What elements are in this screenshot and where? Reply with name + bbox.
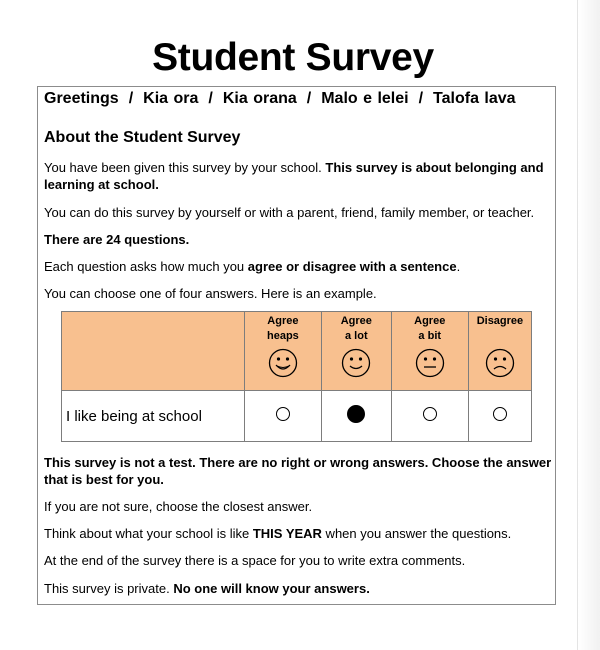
example-statement: I like being at school [62, 391, 245, 442]
radio-agree-a-bit [423, 407, 437, 421]
example-answer-row [62, 391, 532, 442]
answer-cell-agree-heaps [244, 391, 321, 442]
helpers-paragraph: You can do this survey by yourself or with a parent, friend, family member, or teacher. [44, 205, 535, 220]
neutral-face-icon [415, 348, 445, 378]
frown-face-icon [485, 348, 515, 378]
this-year-text-a: Think about what your school is like [44, 526, 253, 541]
intro-text: You have been given this survey by your school. [44, 160, 326, 175]
explainer-text-a: Each question asks how much you [44, 259, 248, 274]
smile-face-icon [341, 348, 371, 378]
greeting-tongan: Malo e lelei [321, 90, 409, 107]
big-smile-face-icon [268, 348, 298, 378]
comments-note: At the end of the survey there is a space for you to write extra comments. [44, 553, 466, 568]
radio-disagree [493, 407, 507, 421]
example-header-row [62, 312, 532, 391]
col-label-line2: a lot [345, 330, 368, 342]
col-agree-heaps [244, 312, 321, 391]
col-label-line2: a bit [418, 330, 442, 342]
greeting-maori: Kia ora [143, 90, 199, 107]
explainer-text-b: . [456, 259, 461, 274]
col-disagree [468, 312, 531, 391]
example-table [61, 311, 532, 442]
answer-cell-agree-a-lot [322, 391, 392, 442]
radio-agree-a-lot-selected [347, 405, 365, 423]
answer-cell-disagree [468, 391, 531, 442]
intro-paragraph [44, 159, 554, 193]
this-year-tip [44, 525, 554, 542]
radio-agree-heaps [276, 407, 290, 421]
example-intro: You can choose one of four answers. Here is an example. [44, 286, 377, 301]
greeting-english: Greetings [44, 90, 119, 107]
col-label-line2: heaps [266, 330, 299, 342]
col-agree-a-bit [391, 312, 468, 391]
privacy-bold: No one will know your answers. [173, 581, 370, 596]
page-title: Student Survey [152, 36, 434, 79]
closest-answer-tip: If you are not sure, choose the closest answer. [44, 499, 313, 514]
greetings-line: Greetings / Kia ora / Kia orana / Malo e lelei / Talofa lava [44, 90, 516, 107]
question-count: There are 24 questions. [44, 232, 190, 247]
col-agree-a-lot [322, 312, 392, 391]
privacy-text: This survey is private. [44, 581, 174, 596]
col-label-line1: Disagree [476, 315, 524, 327]
privacy-note [44, 580, 554, 597]
greeting-samoan: Talofa lava [433, 90, 516, 107]
header-blank-cell [62, 312, 245, 391]
this-year-text-b: when you answer the questions. [321, 526, 512, 541]
intro-bold-text: This survey is about belonging and learning at school. [44, 160, 544, 192]
col-label-line1: Agree [414, 315, 446, 327]
this-year-bold: THIS YEAR [252, 526, 322, 541]
not-a-test-paragraph: This survey is not a test. There are no right or wrong answers. Choose the answer that is best for you. [44, 455, 552, 487]
survey-info-box [37, 86, 556, 605]
col-label-line1: Agree [267, 315, 299, 327]
question-explainer [44, 258, 554, 275]
explainer-bold: agree or disagree with a sentence [247, 259, 457, 274]
answer-cell-agree-a-bit [391, 391, 468, 442]
greeting-cook-islands: Kia orana [222, 90, 297, 107]
col-label-line1: Agree [340, 315, 372, 327]
page-edge [577, 0, 600, 650]
about-heading: About the Student Survey [44, 129, 241, 146]
